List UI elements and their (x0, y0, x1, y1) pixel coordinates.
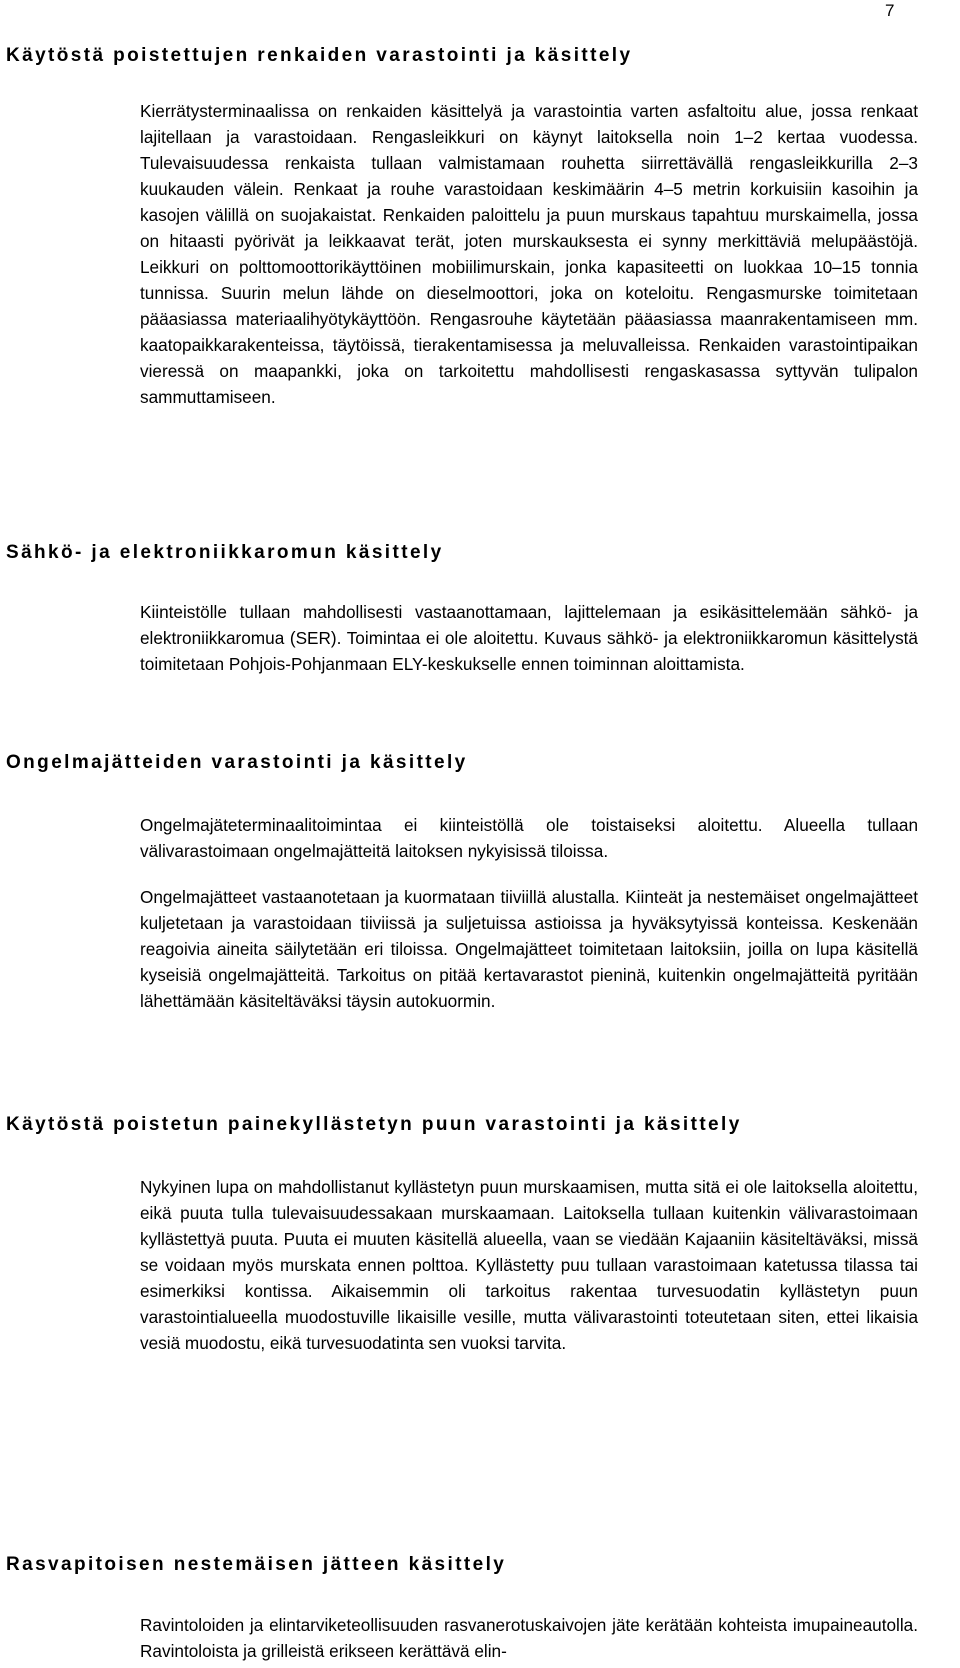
section-heading: Käytöstä poistettujen renkaiden varastointi ja käsittely (6, 45, 633, 66)
paragraph: Kiinteistölle tullaan mahdollisesti vastaanottamaan, lajittelemaan ja esikäsittelemään sähkö- ja elektroniikkaromua (SER). Toimintaa ei ole aloitettu. Kuvaus sähkö- ja elektroniikkaromun käsittelystä toimitetaan Pohjois-Pohjanmaan ELY-keskukselle ennen toiminnan aloittamista. (140, 602, 918, 674)
section-heading: Sähkö- ja elektroniikkaromun käsittely (6, 542, 444, 563)
section-heading: Rasvapitoisen nestemäisen jätteen käsittely (6, 1554, 507, 1575)
section-heading: Käytöstä poistetun painekyllästetyn puun varastointi ja käsittely (6, 1114, 742, 1135)
paragraph: Ongelmajäteterminaalitoimintaa ei kiinteistöllä ole toistaiseksi aloitettu. Alueella tullaan välivarastoimaan ongelmajätteitä laitoksen nykyisissä tiloissa. (140, 815, 918, 861)
paragraph: Nykyinen lupa on mahdollistanut kyllästetyn puun murskaamisen, mutta sitä ei ole laitoksella aloitettu, eikä puuta tulla tulevaisuudessakaan murskaamaan. Laitoksella tullaan kuitenkin välivarastoimaan kyllästettyä puuta. Puuta ei muuten käsitellä alueella, vaan se viedään Kajaaniin käsiteltäväksi, missä se voidaan myös murskata ennen polttoa. Kyllästetty puu tullaan varastoimaan katetussa tilassa tai esimerkiksi kontissa. Aikaisemmin oli tarkoitus rakentaa turvesuodatin kyllästetyn puun varastointialueella muodostuville likaisille vesille, mutta välivarastointi toteutetaan siten, ettei likaisia vesiä muodostu, eikä turvesuodatinta sen vuoksi tarvita. (140, 1177, 918, 1353)
paragraph: Ongelmajätteet vastaanotetaan ja kuormataan tiiviillä alustalla. Kiinteät ja nestemäiset ongelmajätteet kuljetetaan ja varastoidaan tiiviissä ja suljetuissa astioissa ja hyväksytyissä konteissa. Keskenään reagoivia aineita säilytetään eri tiloissa. Ongelmajätteet toimitetaan laitoksiin, joilla on lupa käsitellä kyseisiä ongelmajätteitä. Tarkoitus on pitää kertavarastot pieninä, kuitenkin ongelmajätteitä pyritään lähettämään käsiteltäväksi täysin autokuormin. (140, 887, 918, 1011)
section-heading: Ongelmajätteiden varastointi ja käsittely (6, 752, 468, 773)
paragraph: Ravintoloiden ja elintarviketeollisuuden rasvanerotuskaivojen jäte kerätään kohteista imupaineautolla. Ravintoloista ja grilleistä erikseen kerättävä elin- (140, 1615, 918, 1661)
paragraph: Kierrätysterminaalissa on renkaiden käsittelyä ja varastointia varten asfaltoitu alue, jossa renkaat lajitellaan ja varastoidaan. Rengasleikkuri on käynyt laitoksella noin 1–2 kertaa vuodessa. Tulevaisuudessa renkaista tullaan valmistamaan rouhetta siirrettävällä rengasleikkurilla 2–3 kuukauden välein. Renkaat ja rouhe varastoidaan keskimäärin 4–5 metrin korkuisiin kasoihin ja kasojen välillä on suojakaistat. Renkaiden paloittelu ja puun murskaus tapahtuu murskaimella, jossa on hitaasti pyörivät ja leikkaavat terät, joten murskauksesta ei synny merkittäviä melupäästöjä. Leikkuri on polttomoottorikäyttöinen mobiilimurskain, jonka kapasiteetti on luokkaa 10–15 tonnia tunnissa. Suurin melun lähde on dieselmoottori, joka on koteloitu. Rengasmurske toimitetaan pääasiassa materiaalihyötykäyttöön. Rengasrouhe käytetään pääasiassa maanrakentamiseen mm. kaatopaikkarakenteissa, täytöissä, tierakentamisessa ja meluvalleissa. Renkaiden varastointipaikan vieressä on maapankki, joka on tarkoitettu mahdollisesti rengaskasassa syttyvän tulipalon sammuttamiseen. (140, 101, 918, 407)
page-number: 7 (885, 1, 895, 20)
